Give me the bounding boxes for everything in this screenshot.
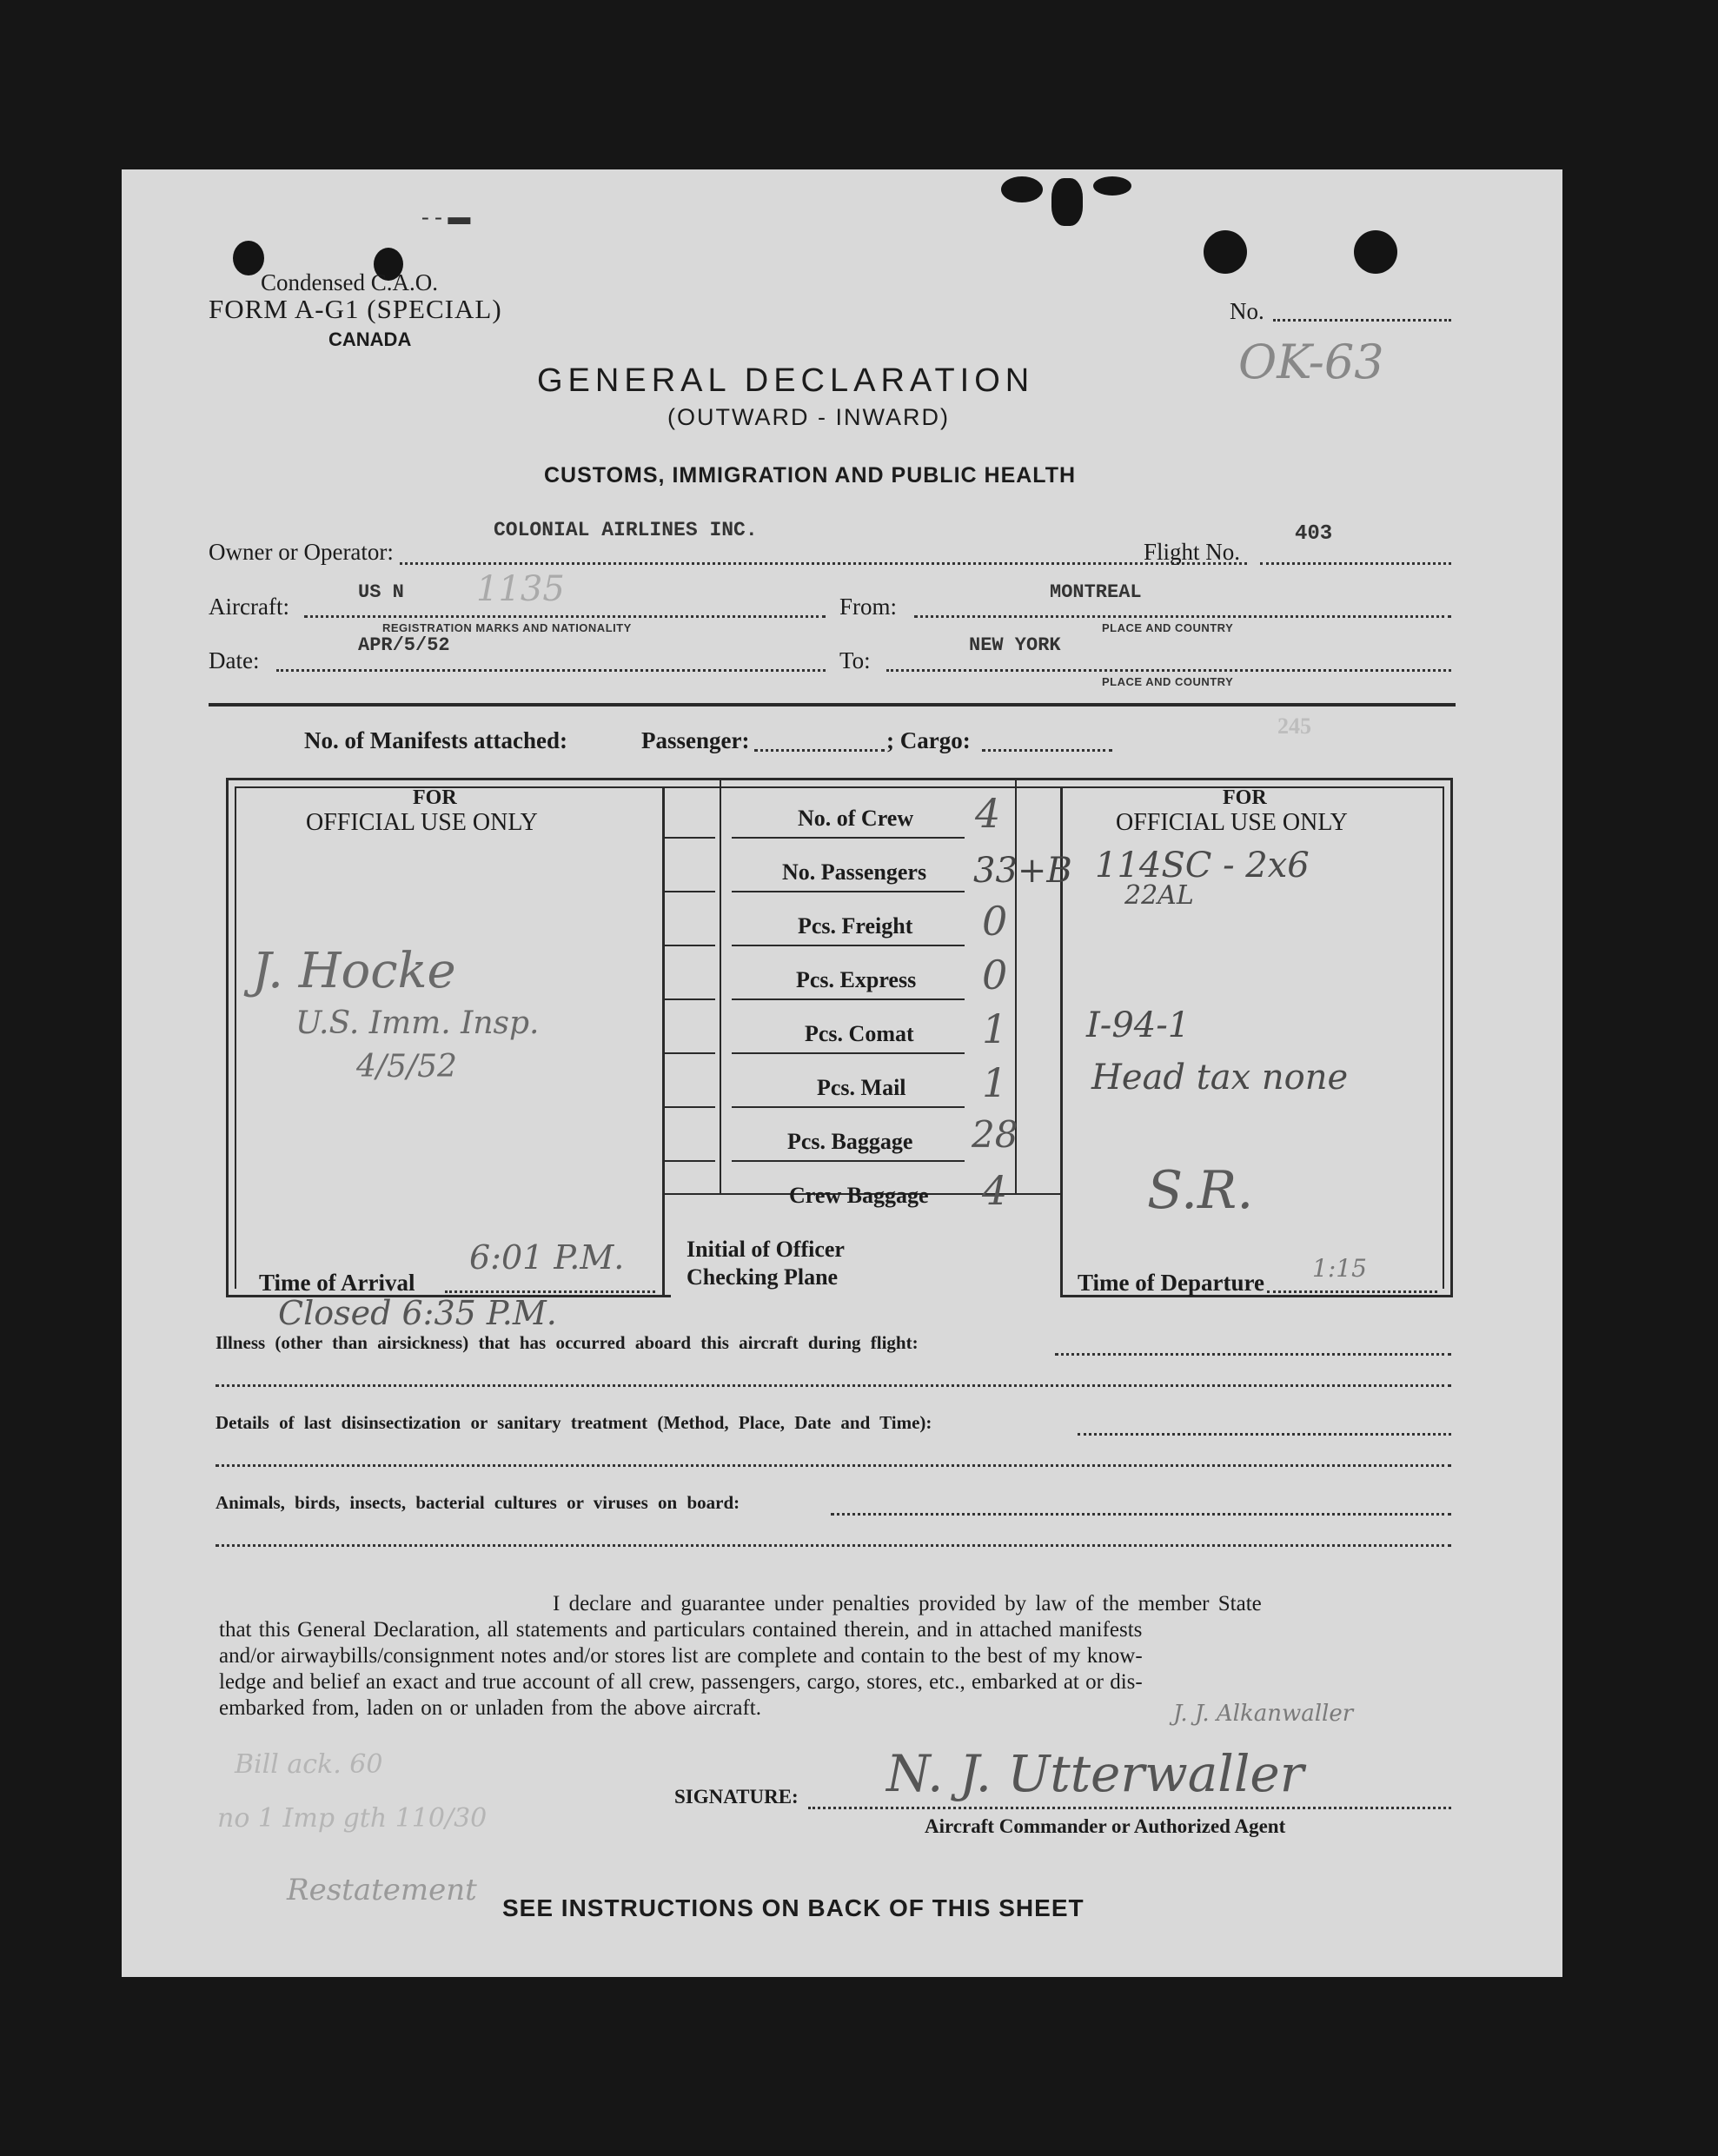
header-condensed: Condensed C.A.O. (261, 269, 438, 295)
illness-line1 (1055, 1353, 1451, 1356)
manifests-stamp: 245 (1277, 713, 1311, 739)
departure-label: Time of Departure (1078, 1270, 1264, 1296)
from-value: MONTREAL (1050, 581, 1142, 603)
signature-caption: Aircraft Commander or Authorized Agent (925, 1815, 1286, 1837)
declaration-line3: and/or airwaybills/consignment notes and/or stores list are complete and contain to the best of my know- (219, 1644, 1143, 1668)
official-right-for: FOR (1223, 786, 1267, 809)
animals-line2 (216, 1544, 1451, 1547)
punch-hole (1354, 230, 1397, 274)
manifest-table (226, 778, 1453, 1297)
header-canada: CANADA (328, 328, 412, 350)
title-main: GENERAL DECLARATION (537, 362, 1035, 399)
disinsect-label: Details of last disinsectization or sanitary treatment (Method, Place, Date and Time): (216, 1412, 932, 1433)
count-label-comat: Pcs. Comat (805, 1021, 914, 1046)
reg-caption: REGISTRATION MARKS AND NATIONALITY (382, 621, 632, 634)
count-label-express: Pcs. Express (796, 967, 917, 992)
declaration-line2: that this General Declaration, all statements and particulars contained therein, and in attached manifests (219, 1618, 1143, 1642)
margin-note-2: no 1 Imp gth 110/30 (217, 1803, 488, 1834)
ink-blot (1001, 176, 1043, 202)
count-label-passengers: No. Passengers (782, 859, 927, 885)
to-line (886, 669, 1451, 672)
count-label-baggage: Pcs. Baggage (787, 1129, 913, 1154)
count-value-freight: 0 (982, 898, 1008, 945)
signature-line (808, 1807, 1451, 1809)
date-label: Date: (209, 647, 260, 673)
inspector-date: 4/5/52 (356, 1049, 457, 1085)
count-value-mail: 1 (982, 1059, 1008, 1106)
footer-instructions: SEE INSTRUCTIONS ON BACK OF THIS SHEET (502, 1894, 1085, 1921)
inspector-title: U.S. Imm. Insp. (295, 1005, 540, 1041)
initial-officer-line1: Initial of Officer (687, 1237, 845, 1262)
signature-label: SIGNATURE: (674, 1786, 799, 1808)
date-value: APR/5/52 (358, 634, 450, 656)
manifests-passenger-line (754, 749, 885, 752)
declaration-line4: ledge and belief an exact and true account of all crew, passengers, cargo, stores, etc., embarked at or dis- (219, 1670, 1143, 1694)
margin-note-3: Restatement (287, 1873, 477, 1907)
margin-note-1: Bill ack. 60 (235, 1749, 383, 1780)
arrival-label: Time of Arrival (259, 1270, 415, 1296)
flight-value: 403 (1295, 522, 1333, 546)
owner-line (400, 562, 1247, 565)
departure-value: 1:15 (1312, 1254, 1367, 1283)
flight-line (1260, 562, 1451, 565)
closed-note: Closed 6:35 P.M. (278, 1294, 557, 1332)
manifests-passenger-label: Passenger: (641, 727, 750, 753)
declaration-line1: I declare and guarantee under penalties provided by law of the member State (553, 1592, 1262, 1615)
initial-officer-line2: Checking Plane (687, 1264, 839, 1290)
punch-hole (1204, 230, 1247, 274)
no-value: OK-63 (1238, 335, 1384, 389)
header-form: FORM A-G1 (SPECIAL) (209, 294, 502, 324)
ink-blot (233, 241, 264, 275)
arrival-value: 6:01 P.M. (469, 1238, 625, 1277)
declaration-line5: embarked from, laden on or unladen from the above aircraft. (219, 1696, 761, 1720)
to-label: To: (839, 647, 871, 673)
official-right-note4: Head tax none (1091, 1058, 1349, 1098)
animals-label: Animals, birds, insects, bacterial cultures or viruses on board: (216, 1492, 740, 1513)
owner-label: Owner or Operator: (209, 539, 394, 565)
title-sub: (OUTWARD - INWARD) (667, 404, 950, 430)
official-right-title: OFFICIAL USE ONLY (1116, 809, 1348, 836)
count-value-passengers: 33+B (973, 851, 1072, 891)
manifests-label: No. of Manifests attached: (304, 727, 567, 753)
inspector-signature: J. Hocke (252, 943, 456, 999)
illness-label: Illness (other than airsickness) that has occurred aboard this aircraft during flight: (216, 1332, 919, 1353)
count-value-crew: 4 (975, 790, 1001, 837)
ink-blot (1093, 176, 1131, 196)
title-customs: CUSTOMS, IMMIGRATION AND PUBLIC HEALTH (544, 463, 1077, 488)
departure-line (1267, 1290, 1437, 1293)
stray-marks: - - ▬ (421, 204, 471, 229)
no-label: No. (1230, 298, 1264, 324)
manifests-cargo-label: ; Cargo: (886, 727, 971, 753)
count-label-crew-baggage: Crew Baggage (789, 1183, 929, 1208)
arrival-line (445, 1290, 655, 1293)
count-value-crew-baggage: 4 (982, 1167, 1008, 1214)
from-line (914, 615, 1451, 618)
official-right-initials: S.R. (1147, 1160, 1254, 1221)
count-value-express: 0 (982, 952, 1008, 998)
separator-line (209, 703, 1456, 707)
count-label-crew: No. of Crew (798, 806, 914, 831)
count-value-comat: 1 (982, 1005, 1008, 1052)
count-value-baggage: 28 (972, 1113, 1018, 1156)
signature-alt: J. J. Alkanwaller (1173, 1701, 1354, 1727)
from-place-caption: PLACE AND COUNTRY (1102, 621, 1234, 634)
from-label: From: (839, 594, 898, 620)
to-place-caption: PLACE AND COUNTRY (1102, 675, 1234, 688)
count-label-freight: Pcs. Freight (798, 913, 913, 939)
official-left-for: FOR (413, 786, 457, 809)
to-value: NEW YORK (969, 634, 1061, 656)
official-right-note1: 114SC - 2x6 (1095, 846, 1310, 886)
signature-value: N. J. Utterwaller (886, 1744, 1304, 1803)
illness-line2 (216, 1384, 1451, 1387)
manifests-cargo-line (982, 749, 1112, 752)
owner-value: COLONIAL AIRLINES INC. (494, 519, 758, 541)
flight-label: Flight No. (1144, 539, 1241, 565)
aircraft-hand: 1135 (476, 569, 565, 609)
date-line (276, 669, 826, 672)
aircraft-value: US N (358, 581, 404, 603)
official-right-note2: 22AL (1124, 880, 1194, 911)
animals-line1 (831, 1513, 1451, 1516)
count-label-mail: Pcs. Mail (817, 1075, 906, 1100)
aircraft-line (304, 615, 826, 618)
official-left-title: OFFICIAL USE ONLY (306, 809, 538, 836)
disinsect-line2 (216, 1464, 1451, 1467)
aircraft-label: Aircraft: (209, 594, 289, 620)
official-right-note3: I-94-1 (1086, 1005, 1191, 1045)
disinsect-line1 (1078, 1433, 1451, 1436)
ink-blot (1051, 178, 1083, 226)
declaration-sheet (122, 169, 1562, 1977)
no-line (1273, 319, 1451, 322)
